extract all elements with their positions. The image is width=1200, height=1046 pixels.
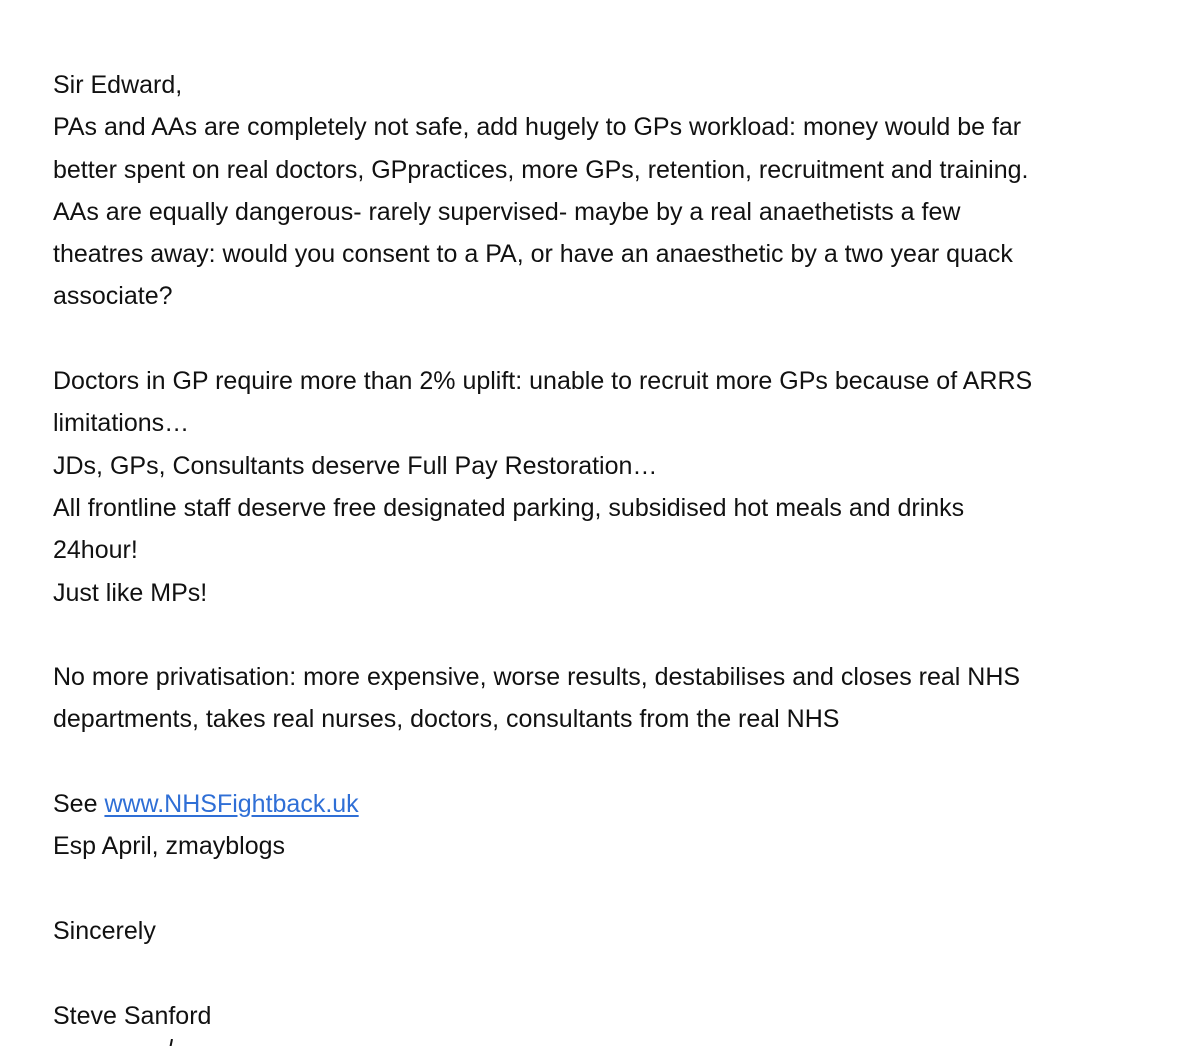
paragraph-line: 24hour!	[53, 536, 138, 565]
paragraph-line: No more privatisation: more expensive, worse results, destabilises and closes real NHS	[53, 663, 1021, 692]
paragraph-pay	[53, 360, 1173, 614]
paragraph-line: theatres away: would you consent to a PA, or have an anaesthetic by a two year quack	[53, 240, 1013, 269]
nhs-fightback-link[interactable]: www.NHSFightback.uk	[104, 790, 359, 819]
paragraph-line: AAs are equally dangerous- rarely supervised- maybe by a real anaethetists a few	[53, 197, 961, 226]
blank-line	[53, 741, 1173, 783]
paragraph-line: PAs and AAs are completely not safe, add hugely to GPs workload: money would be far	[53, 113, 1022, 142]
paragraph-line: departments, takes real nurses, doctors, consultants from the real NHS	[53, 705, 840, 734]
esp-line: Esp April, zmayblogs	[53, 832, 286, 861]
blank-line	[53, 952, 1173, 994]
signature: Steve Sanford	[53, 1001, 212, 1030]
paragraph-line: limitations…	[53, 409, 190, 438]
cut-off-glyph-icon	[160, 1039, 184, 1046]
paragraph-privatisation	[53, 656, 1173, 741]
blank-line	[53, 614, 1173, 656]
paragraph-pas-aas	[53, 106, 1173, 317]
paragraph-line: associate?	[53, 282, 173, 311]
letter-body	[53, 64, 1173, 1037]
closing: Sincerely	[53, 916, 156, 945]
blank-line	[53, 868, 1173, 910]
paragraph-line: Just like MPs!	[53, 578, 208, 607]
salutation: Sir Edward,	[53, 71, 183, 99]
see-prefix: See	[53, 790, 105, 819]
see-line	[53, 783, 1173, 825]
paragraph-line: better spent on real doctors, GPpractices, more GPs, retention, recruitment and training.	[53, 155, 1029, 184]
blank-line	[53, 318, 1173, 360]
paragraph-line: JDs, GPs, Consultants deserve Full Pay Restoration…	[53, 451, 658, 480]
paragraph-line: Doctors in GP require more than 2% uplift: unable to recruit more GPs because of ARRS	[53, 367, 1033, 396]
cut-off-text-fragment	[160, 1036, 184, 1046]
paragraph-line: All frontline staff deserve free designated parking, subsidised hot meals and drinks	[53, 493, 965, 522]
